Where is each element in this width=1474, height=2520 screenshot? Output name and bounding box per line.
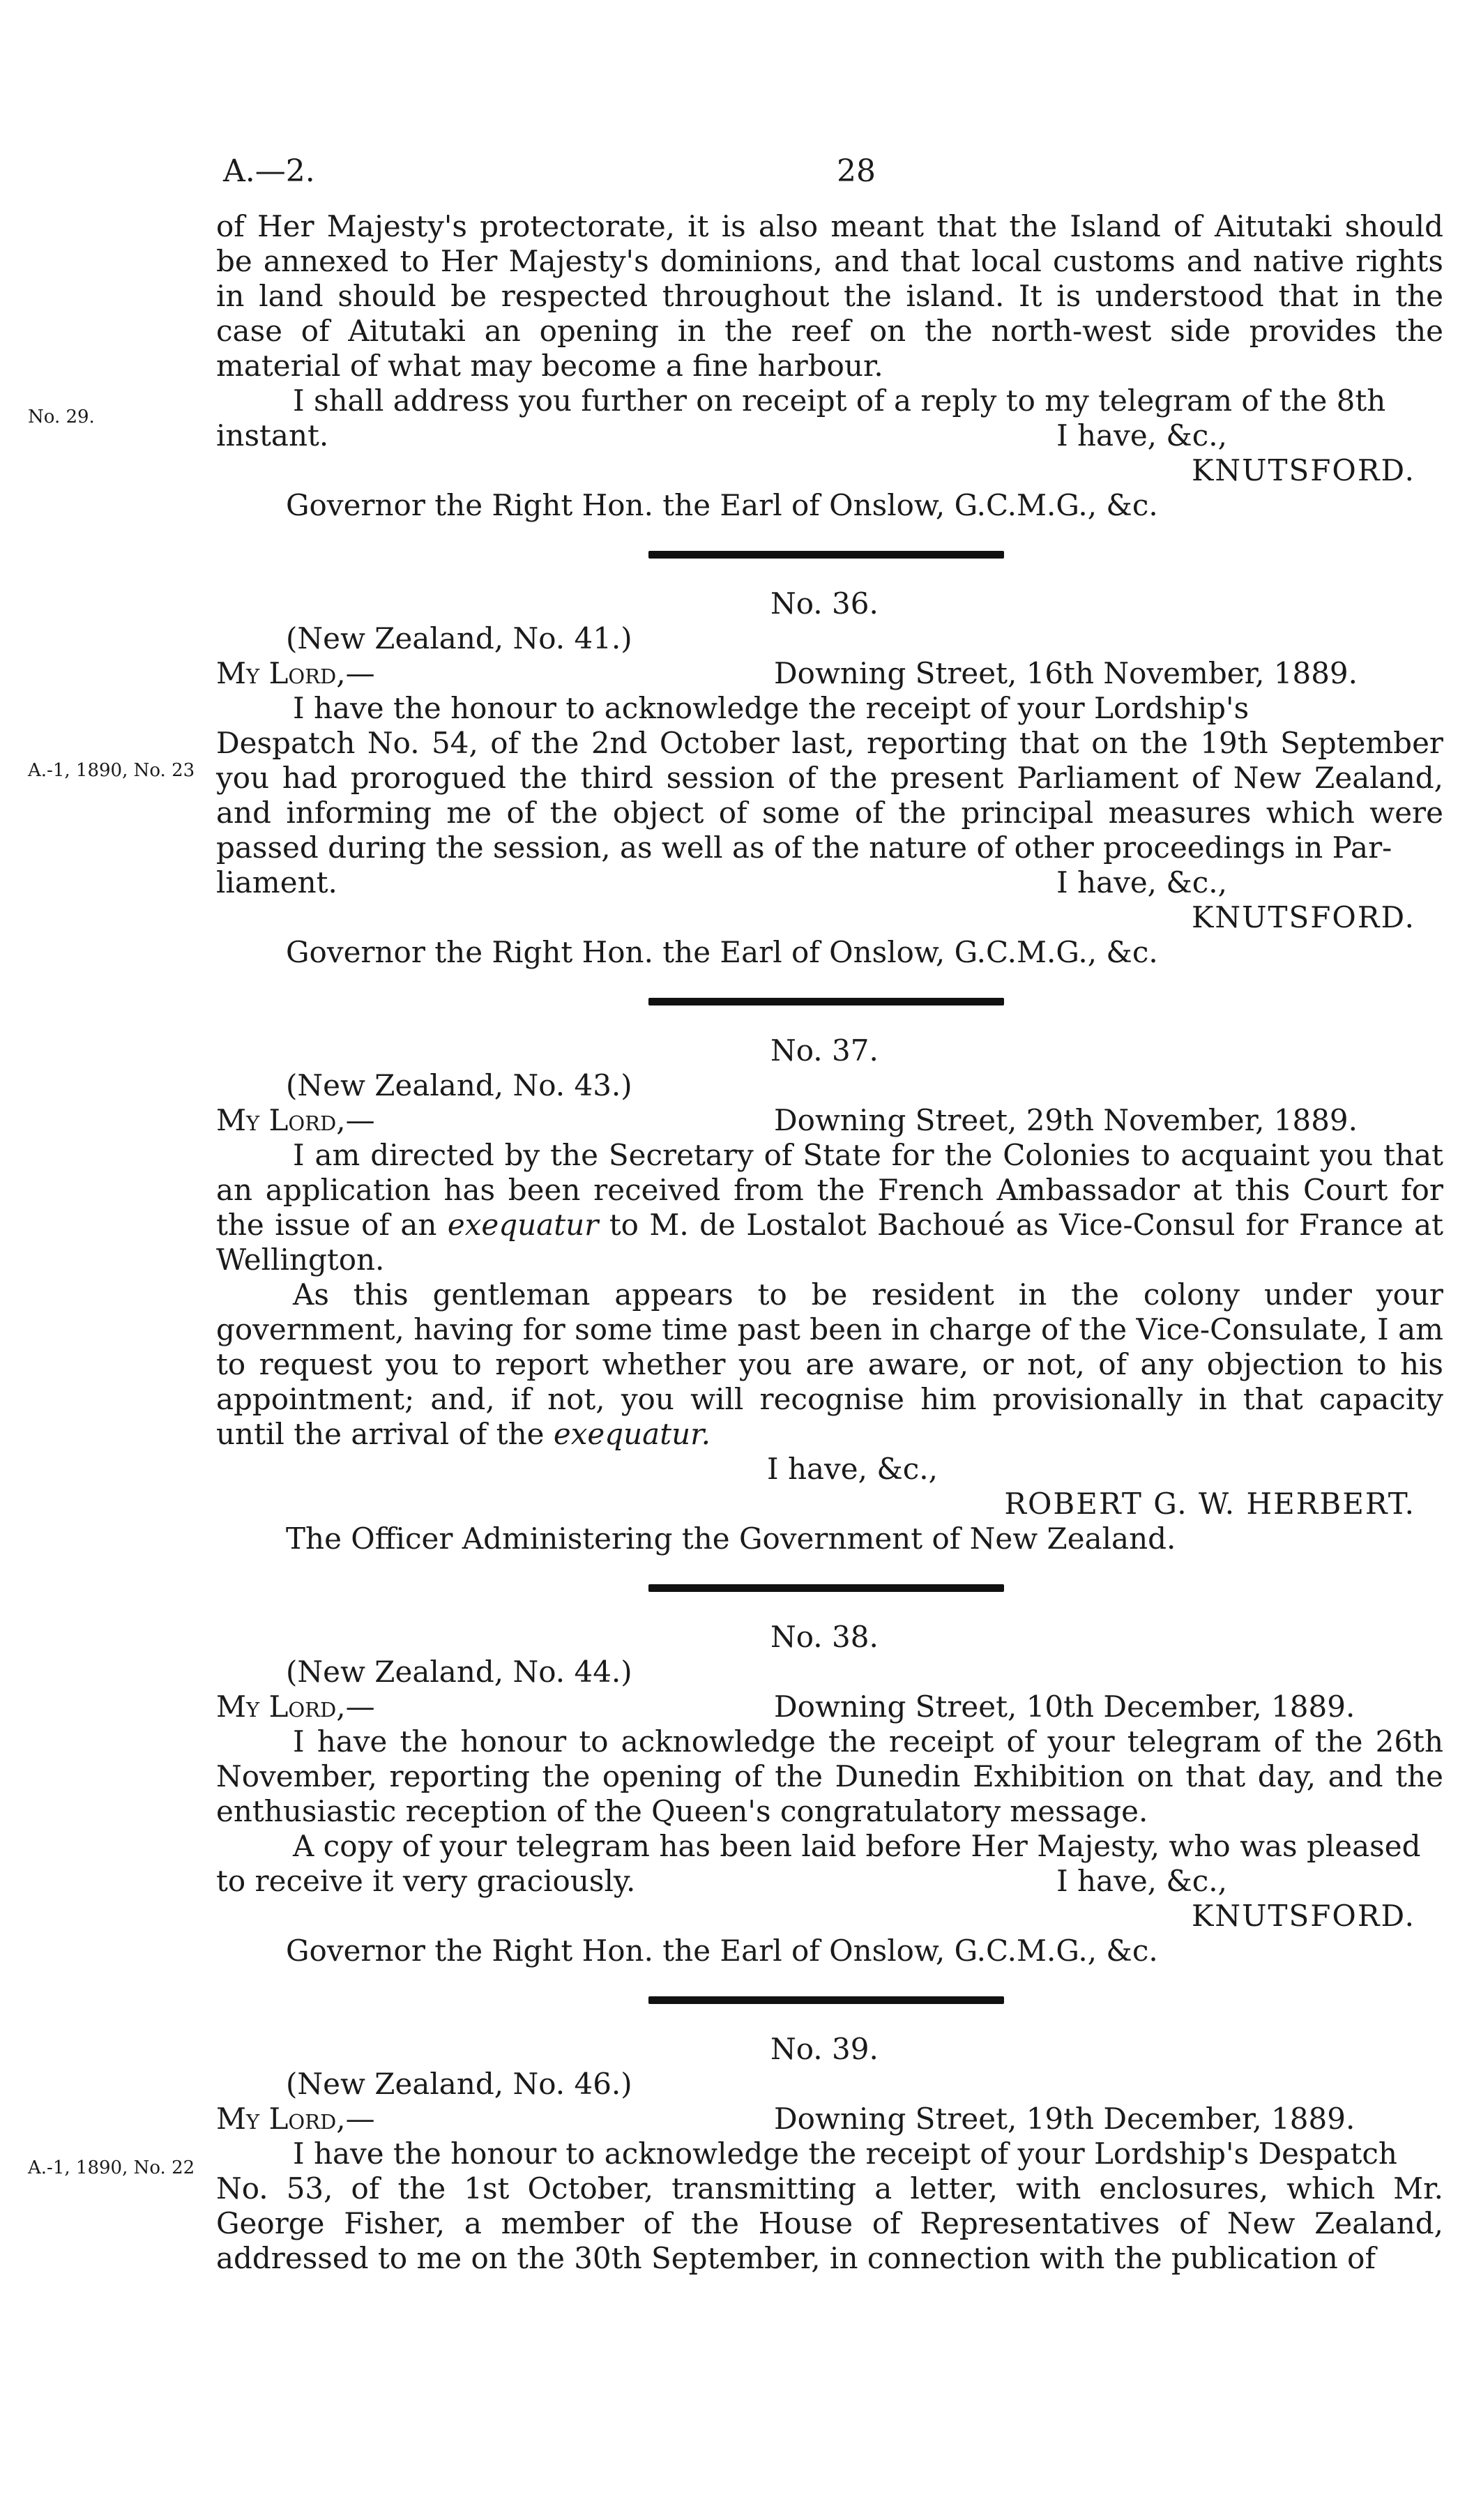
margin-note-despatch-54: A.-1, 1890, No. 23	[28, 760, 195, 781]
paragraph-text: As this gentleman appears to be resident in the colony under your government, having for some time past been in charge of the Vice-Consulate, I am to request you to report whether you are aware, or not, of any objection to his appointment; and, if not, you will recognise him provisionally in that capacity until the arrival of the	[216, 1277, 1443, 1451]
signature: KNUTSFORD.	[1191, 1899, 1415, 1933]
letter-number: No. 37.	[770, 1033, 879, 1068]
salutation: My Lord,—	[216, 1690, 375, 1724]
dateline: Downing Street, 16th November, 1889.	[774, 656, 1358, 690]
paragraph-text: to M. de Lostalot Bachoué as Vice-Consul for France at Wellington.	[216, 1208, 1443, 1277]
letter-paragraph-2	[216, 1277, 1443, 1452]
dateline: Downing Street, 19th December, 1889.	[774, 2102, 1355, 2136]
section-divider	[648, 551, 1004, 559]
closing-row	[216, 418, 1443, 453]
salutation: My Lord,—	[216, 2102, 375, 2136]
margin-note-despatch-53: A.-1, 1890, No. 22	[28, 2157, 195, 2178]
letter-body-first-line: I have the honour to acknowledge the receipt of your Lordship's	[293, 691, 1249, 725]
salutation-row	[216, 656, 1443, 691]
letter-body-first-line: I have the honour to acknowledge the receipt of your Lordship's Despatch	[293, 2136, 1397, 2171]
closing: I have, &c.,	[1056, 865, 1227, 900]
letter-37	[216, 1033, 1443, 1556]
letter-number: No. 36.	[770, 586, 879, 621]
letter-body: No. 53, of the 1st October, transmitting a letter, with enclosures, which Mr. George Fisher, a member of the House of Representatives of New Zealand, addressed to me on the 30th September, in connection with the publication of	[216, 2171, 1443, 2275]
section-code: A.—2.	[223, 153, 315, 189]
letter-36	[216, 586, 1443, 970]
salutation-row	[216, 1690, 1443, 1724]
letter-body-last: liament.	[216, 865, 337, 900]
closing-row	[216, 1864, 1443, 1899]
section-divider	[648, 1584, 1004, 1592]
signature: ROBERT G. W. HERBERT.	[1004, 1487, 1415, 1521]
continuation-paragraph-2a: I shall address you further on receipt of a reply to my telegram of the 8th	[293, 384, 1386, 418]
letter-paragraph-1: I have the honour to acknowledge the receipt of your telegram of the 26th November, reporting the opening of the Dunedin Exhibition on that day, and the enthusiastic reception of the Queen's congratulatory message.	[216, 1724, 1443, 1828]
salutation: My Lord,—	[216, 656, 375, 690]
margin-note-no29: No. 29.	[28, 407, 95, 427]
section-divider	[648, 1996, 1004, 2004]
letter-reference: (New Zealand, No. 44.)	[286, 1655, 632, 1689]
continuation-paragraph-2b: instant.	[216, 418, 329, 453]
paragraph-text: I am directed by the Secretary of State for the Colonies to acquaint you that an application has been received from the French Ambassador at this Court for the issue of an	[216, 1138, 1443, 1242]
closing: I have, &c.,	[1056, 418, 1227, 453]
signature: KNUTSFORD.	[1191, 453, 1415, 487]
letter-reference: (New Zealand, No. 46.)	[286, 2067, 632, 2101]
letter-paragraph-2b: to receive it very graciously.	[216, 1864, 636, 1898]
letter-39	[216, 2032, 1443, 2276]
addressee: Governor the Right Hon. the Earl of Onslow, G.C.M.G., &c.	[286, 935, 1158, 969]
salutation-row	[216, 1103, 1443, 1138]
addressee: Governor the Right Hon. the Earl of Onslow, G.C.M.G., &c.	[286, 488, 1158, 522]
letter-body: Despatch No. 54, of the 2nd October last, reporting that on the 19th September you had prorogued the third session of the present Parliament of New Zealand, and informing me of the object of some of the principal measures which were passed during the session, as well as of the nature of other proceedings in Par-	[216, 726, 1443, 865]
addressee: The Officer Administering the Government of New Zealand.	[286, 1521, 1176, 1556]
continuation-section	[216, 209, 1443, 523]
continuation-paragraph: of Her Majesty's protectorate, it is also meant that the Island of Aitutaki should be annexed to Her Majesty's dominions, and that local customs and native rights in land should be respected throughout the island. It is understood that in the case of Aitutaki an opening in the reef on the north-west side provides the material of what may become a fine harbour.	[216, 209, 1443, 383]
salutation: My Lord,—	[216, 1103, 375, 1137]
letter-paragraph-1	[216, 1138, 1443, 1277]
dateline: Downing Street, 10th December, 1889.	[774, 1690, 1355, 1724]
salutation-row	[216, 2102, 1443, 2136]
letter-reference: (New Zealand, No. 41.)	[286, 621, 632, 655]
document-body	[216, 209, 1443, 2276]
section-divider	[648, 998, 1004, 1005]
letter-paragraph-2a: A copy of your telegram has been laid before Her Majesty, who was pleased	[293, 1829, 1421, 1863]
italic-term: exequatur	[447, 1208, 599, 1242]
letter-number: No. 38.	[770, 1620, 879, 1654]
closing: I have, &c.,	[767, 1452, 938, 1486]
page-number: 28	[837, 153, 876, 189]
page-header	[223, 153, 1436, 202]
addressee: Governor the Right Hon. the Earl of Onslow, G.C.M.G., &c.	[286, 1934, 1158, 1968]
signature: KNUTSFORD.	[1191, 900, 1415, 934]
letter-38	[216, 1620, 1443, 1968]
closing: I have, &c.,	[1056, 1864, 1227, 1898]
closing-row	[216, 865, 1443, 900]
italic-term: exequatur.	[553, 1417, 711, 1451]
letter-reference: (New Zealand, No. 43.)	[286, 1068, 632, 1102]
letter-number: No. 39.	[770, 2032, 879, 2066]
dateline: Downing Street, 29th November, 1889.	[774, 1103, 1358, 1137]
